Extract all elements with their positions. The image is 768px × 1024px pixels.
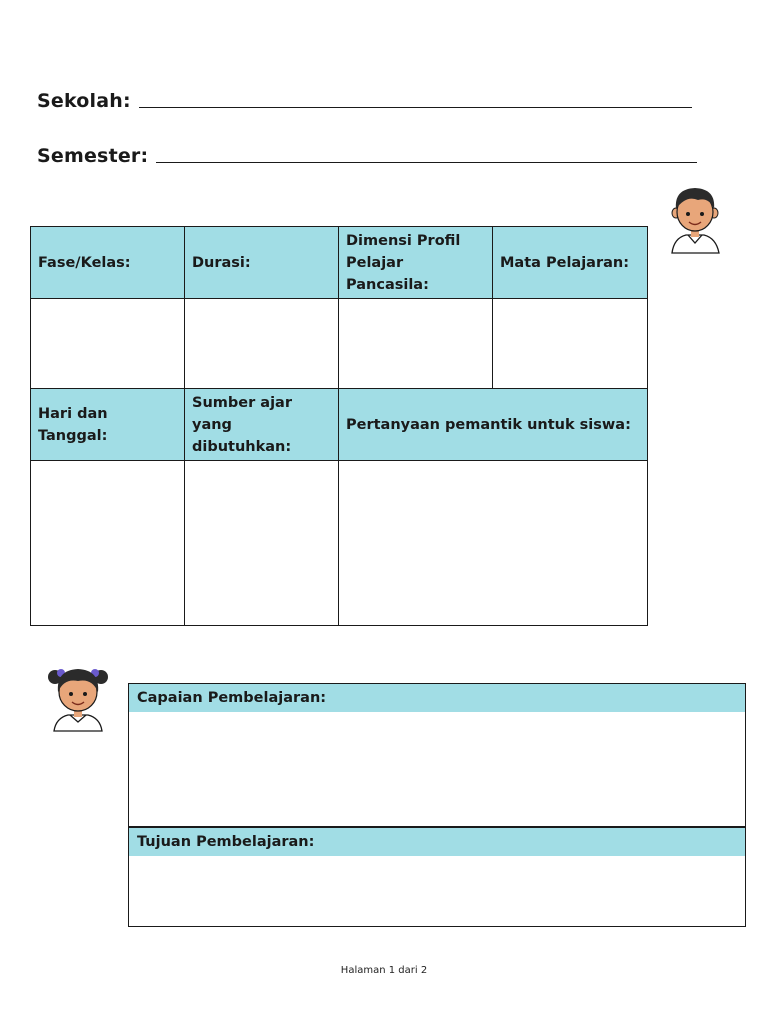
pertanyaan-pemantik-cell[interactable] <box>339 461 648 626</box>
fase-kelas-cell[interactable] <box>31 299 185 389</box>
tujuan-box <box>128 827 746 927</box>
boy-avatar-icon <box>664 183 726 259</box>
semester-label: Semester: <box>37 145 149 167</box>
tujuan-cell[interactable] <box>129 856 746 927</box>
sumber-ajar-header: Sumber ajar yang dibutuhkan: <box>185 389 339 461</box>
mata-pelajaran-cell[interactable] <box>493 299 648 389</box>
capaian-box <box>128 683 746 827</box>
capaian-cell[interactable] <box>129 712 746 827</box>
durasi-cell[interactable] <box>185 299 339 389</box>
hari-tanggal-header: Hari dan Tanggal: <box>31 389 185 461</box>
semester-input-line[interactable] <box>156 162 697 163</box>
capaian-header: Capaian Pembelajaran: <box>129 684 746 713</box>
hari-tanggal-cell[interactable] <box>31 461 185 626</box>
school-label: Sekolah: <box>37 90 131 112</box>
girl-avatar-icon <box>44 662 112 736</box>
pertanyaan-pemantik-header: Pertanyaan pemantik untuk siswa: <box>339 389 648 461</box>
sumber-ajar-cell[interactable] <box>185 461 339 626</box>
semester-field <box>37 145 697 167</box>
lesson-info-table <box>30 226 648 626</box>
dimensi-profil-cell[interactable] <box>339 299 493 389</box>
dimensi-profil-header: Dimensi Profil Pelajar Pancasila: <box>339 227 493 299</box>
fase-kelas-header: Fase/Kelas: <box>31 227 185 299</box>
tujuan-header: Tujuan Pembelajaran: <box>129 828 746 857</box>
school-input-line[interactable] <box>139 107 692 108</box>
mata-pelajaran-header: Mata Pelajaran: <box>493 227 648 299</box>
school-field <box>37 90 692 112</box>
page-number: Halaman 1 dari 2 <box>340 965 428 976</box>
durasi-header: Durasi: <box>185 227 339 299</box>
